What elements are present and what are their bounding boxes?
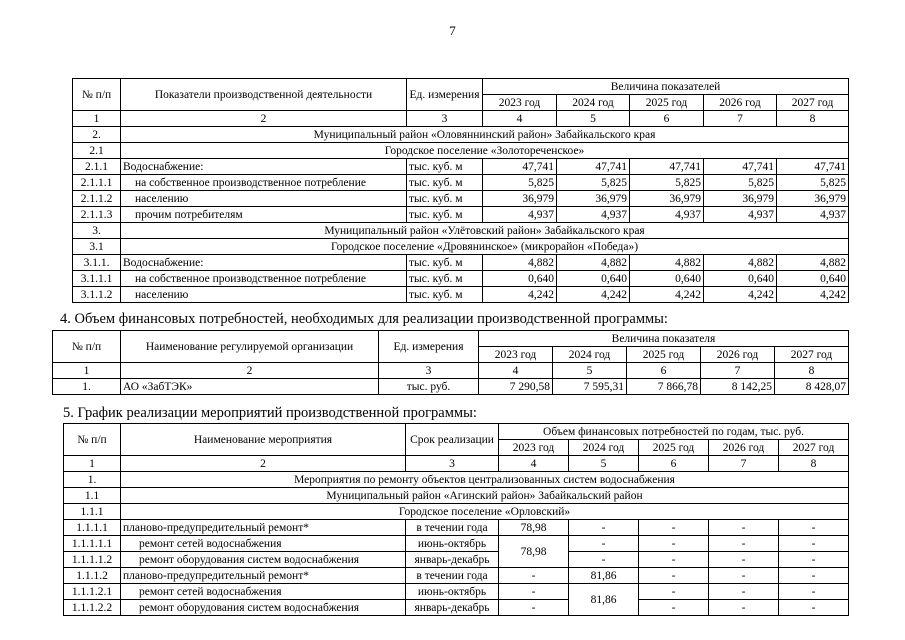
event-name: ремонт сетей водоснабжения xyxy=(121,536,406,552)
table-row xyxy=(64,600,849,616)
row-unit: тыс. куб. м xyxy=(407,287,483,303)
row-num: 2.1.1 xyxy=(73,159,121,175)
row-num: 3.1.1.2 xyxy=(73,287,121,303)
row-unit: тыс. куб. м xyxy=(407,207,483,223)
value-cell: 36,979 xyxy=(483,191,557,207)
event-term: в течении года xyxy=(406,568,499,584)
header-year: 2023 год xyxy=(479,347,553,363)
column-number: 6 xyxy=(630,111,704,127)
value-cell: 4,242 xyxy=(557,287,630,303)
value-cell: - xyxy=(499,600,569,616)
value-cell: - xyxy=(709,552,779,568)
value-cell: - xyxy=(779,552,849,568)
value-cell-merged: 78,98 xyxy=(499,536,569,568)
row-unit: тыс. куб. м xyxy=(407,159,483,175)
column-number: 5 xyxy=(553,363,627,379)
table-row xyxy=(53,379,849,395)
value-cell-merged: 81,86 xyxy=(569,584,639,616)
production-indicators-table xyxy=(72,78,849,303)
value-cell: 47,741 xyxy=(483,159,557,175)
value-cell: 47,741 xyxy=(777,159,849,175)
value-cell: - xyxy=(569,536,639,552)
row-num: 1.1.1.2.2 xyxy=(64,600,121,616)
column-number: 4 xyxy=(483,111,557,127)
column-number: 3 xyxy=(379,363,479,379)
row-num: 1.1.1.2.1 xyxy=(64,584,121,600)
value-cell: - xyxy=(569,552,639,568)
table-row xyxy=(64,520,849,536)
column-number: 2 xyxy=(121,363,379,379)
row-num: 1.1 xyxy=(64,488,121,504)
column-number: 2 xyxy=(121,111,407,127)
header-year: 2027 год xyxy=(775,347,849,363)
row-unit: тыс. руб. xyxy=(379,379,479,395)
section-row xyxy=(64,488,849,504)
row-num: 3.1 xyxy=(73,239,121,255)
value-cell: 7 595,31 xyxy=(553,379,627,395)
header-event: Наименование мероприятия xyxy=(121,424,406,456)
table-header-row xyxy=(73,79,849,95)
table-row xyxy=(73,159,849,175)
value-cell: 5,825 xyxy=(704,175,777,191)
header-num: № п/п xyxy=(53,331,121,363)
row-unit: тыс. куб. м xyxy=(407,175,483,191)
section-heading: Муниципальный район «Оловяннинский район» Забайкальского края xyxy=(121,127,849,143)
value-cell: - xyxy=(709,584,779,600)
row-unit: тыс. куб. м xyxy=(407,191,483,207)
row-num: 2.1.1.3 xyxy=(73,207,121,223)
value-cell: - xyxy=(639,536,709,552)
table-header-row xyxy=(64,424,849,440)
row-num: 2. xyxy=(73,127,121,143)
column-number: 7 xyxy=(704,111,777,127)
table-row xyxy=(73,175,849,191)
value-cell: 4,882 xyxy=(557,255,630,271)
row-unit: тыс. куб. м xyxy=(407,255,483,271)
value-cell: - xyxy=(779,584,849,600)
page-number: 7 xyxy=(449,23,456,38)
row-num: 1.1.1.2 xyxy=(64,568,121,584)
column-number: 8 xyxy=(777,111,849,127)
header-year: 2027 год xyxy=(779,440,849,456)
row-num: 1. xyxy=(53,379,121,395)
indicator-name: Водоснабжение: xyxy=(121,159,407,175)
table-row xyxy=(73,271,849,287)
table-row xyxy=(64,536,849,552)
event-term: в течении года xyxy=(406,520,499,536)
indicator-name: на собственное производственное потребление xyxy=(121,175,407,191)
section-row xyxy=(73,239,849,255)
header-indicator: Показатели производственной деятельности xyxy=(121,79,407,111)
table-row xyxy=(73,255,849,271)
value-cell: 5,825 xyxy=(630,175,704,191)
table-row xyxy=(64,568,849,584)
row-num: 1.1.1.1 xyxy=(64,520,121,536)
value-cell: 5,825 xyxy=(777,175,849,191)
row-num: 3.1.1. xyxy=(73,255,121,271)
value-cell: 4,882 xyxy=(630,255,704,271)
value-cell: - xyxy=(639,568,709,584)
table-row xyxy=(73,191,849,207)
value-cell: - xyxy=(499,584,569,600)
value-cell: 0,640 xyxy=(557,271,630,287)
column-number: 2 xyxy=(121,456,406,472)
section-row xyxy=(73,143,849,159)
value-cell: 78,98 xyxy=(499,520,569,536)
event-name: ремонт оборудования систем водоснабжения xyxy=(121,552,406,568)
indicator-name: Водоснабжение: xyxy=(121,255,407,271)
section-heading: Мероприятия по ремонту объектов централизованных систем водоснабжения xyxy=(121,472,849,488)
value-cell: - xyxy=(569,520,639,536)
header-values-group: Величина показателей xyxy=(483,79,849,95)
section-row xyxy=(73,127,849,143)
row-num: 3. xyxy=(73,223,121,239)
value-cell: 4,937 xyxy=(557,207,630,223)
event-term: январь-декабрь xyxy=(406,600,499,616)
section-row xyxy=(64,504,849,520)
row-num: 1.1.1.1.1 xyxy=(64,536,121,552)
table-header-row xyxy=(53,331,849,347)
column-number: 7 xyxy=(709,456,779,472)
indicator-name: прочим потребителям xyxy=(121,207,407,223)
value-cell: 4,937 xyxy=(777,207,849,223)
event-name: планово-предупредительный ремонт* xyxy=(121,568,406,584)
event-term: июнь-октябрь xyxy=(406,584,499,600)
table-row xyxy=(64,552,849,568)
value-cell: 8 428,07 xyxy=(775,379,849,395)
section-row xyxy=(64,472,849,488)
column-number: 5 xyxy=(569,456,639,472)
section-4-title: 4. Объем финансовых потребностей, необходимых для реализации производственной программы: xyxy=(60,311,668,327)
value-cell: 0,640 xyxy=(704,271,777,287)
table-row xyxy=(73,207,849,223)
value-cell: 5,825 xyxy=(483,175,557,191)
event-name: ремонт оборудования систем водоснабжения xyxy=(121,600,406,616)
value-cell: - xyxy=(639,600,709,616)
header-year: 2025 год xyxy=(627,347,701,363)
column-number: 7 xyxy=(701,363,775,379)
value-cell: 36,979 xyxy=(557,191,630,207)
column-number: 4 xyxy=(479,363,553,379)
column-number: 6 xyxy=(627,363,701,379)
value-cell: 0,640 xyxy=(483,271,557,287)
value-cell: - xyxy=(779,520,849,536)
table-row xyxy=(64,584,849,600)
value-cell: 7 866,78 xyxy=(627,379,701,395)
column-number: 8 xyxy=(775,363,849,379)
value-cell: - xyxy=(639,520,709,536)
event-name: планово-предупредительный ремонт* xyxy=(121,520,406,536)
header-year: 2027 год xyxy=(777,95,849,111)
table-row xyxy=(73,287,849,303)
value-cell: - xyxy=(709,600,779,616)
column-number: 1 xyxy=(64,456,121,472)
org-name: АО «ЗабТЭК» xyxy=(121,379,379,395)
value-cell: 5,825 xyxy=(557,175,630,191)
value-cell: 4,882 xyxy=(704,255,777,271)
value-cell: 4,882 xyxy=(777,255,849,271)
event-name: ремонт сетей водоснабжения xyxy=(121,584,406,600)
column-number: 3 xyxy=(407,111,483,127)
value-cell: - xyxy=(709,536,779,552)
value-cell: - xyxy=(779,536,849,552)
row-num: 1. xyxy=(64,472,121,488)
row-num: 2.1.1.1 xyxy=(73,175,121,191)
value-cell: 4,242 xyxy=(704,287,777,303)
value-cell: 4,242 xyxy=(483,287,557,303)
events-schedule-table xyxy=(63,423,849,616)
header-values-group: Объем финансовых потребностей по годам, тыс. руб. xyxy=(499,424,849,440)
header-year: 2023 год xyxy=(483,95,557,111)
header-year: 2025 год xyxy=(639,440,709,456)
column-number: 1 xyxy=(73,111,121,127)
value-cell: - xyxy=(499,568,569,584)
header-num: № п/п xyxy=(73,79,121,111)
header-year: 2026 год xyxy=(704,95,777,111)
section-5-title: 5. График реализации мероприятий производственной программы: xyxy=(63,405,477,421)
indicator-name: на собственное производственное потребление xyxy=(121,271,407,287)
column-number: 3 xyxy=(406,456,499,472)
header-unit: Ед. измерения xyxy=(379,331,479,363)
section-heading: Городское поселение «Золотореченское» xyxy=(121,143,849,159)
indicator-name: населению xyxy=(121,287,407,303)
value-cell: 7 290,58 xyxy=(479,379,553,395)
production-indicators-body xyxy=(73,127,849,303)
header-year: 2024 год xyxy=(569,440,639,456)
section-heading: Городское поселение «Орловский» xyxy=(121,504,849,520)
value-cell: - xyxy=(639,584,709,600)
value-cell: - xyxy=(779,568,849,584)
value-cell: 36,979 xyxy=(630,191,704,207)
header-org: Наименование регулируемой организации xyxy=(121,331,379,363)
row-num: 2.1 xyxy=(73,143,121,159)
event-term: июнь-октябрь xyxy=(406,536,499,552)
header-term: Срок реализации xyxy=(406,424,499,456)
header-values-group: Величина показателя xyxy=(479,331,849,347)
financial-needs-table xyxy=(52,330,849,395)
header-num: № п/п xyxy=(64,424,121,456)
value-cell: - xyxy=(709,568,779,584)
value-cell: 0,640 xyxy=(777,271,849,287)
value-cell: 36,979 xyxy=(777,191,849,207)
value-cell: 8 142,25 xyxy=(701,379,775,395)
section-heading: Городское поселение «Дровянинское» (микрорайон «Победа») xyxy=(121,239,849,255)
indicator-name: населению xyxy=(121,191,407,207)
row-num: 1.1.1.1.2 xyxy=(64,552,121,568)
value-cell: 4,937 xyxy=(630,207,704,223)
header-year: 2024 год xyxy=(553,347,627,363)
value-cell: 36,979 xyxy=(704,191,777,207)
value-cell: 4,242 xyxy=(777,287,849,303)
section-heading: Муниципальный район «Улётовский район» Забайкальского края xyxy=(121,223,849,239)
row-num: 2.1.1.2 xyxy=(73,191,121,207)
row-unit: тыс. куб. м xyxy=(407,271,483,287)
value-cell: 4,882 xyxy=(483,255,557,271)
header-year: 2023 год xyxy=(499,440,569,456)
row-num: 1.1.1 xyxy=(64,504,121,520)
value-cell: 4,242 xyxy=(630,287,704,303)
section-row xyxy=(73,223,849,239)
column-numbers-row xyxy=(64,456,849,472)
header-year: 2024 год xyxy=(557,95,630,111)
value-cell: - xyxy=(779,600,849,616)
value-cell: 4,937 xyxy=(704,207,777,223)
value-cell: 47,741 xyxy=(704,159,777,175)
section-heading: Муниципальный район «Агинский район» Забайкальский район xyxy=(121,488,849,504)
value-cell: 47,741 xyxy=(557,159,630,175)
column-number: 6 xyxy=(639,456,709,472)
header-year: 2026 год xyxy=(701,347,775,363)
column-number: 4 xyxy=(499,456,569,472)
value-cell: - xyxy=(639,552,709,568)
column-number: 1 xyxy=(53,363,121,379)
value-cell: 47,741 xyxy=(630,159,704,175)
event-term: январь-декабрь xyxy=(406,552,499,568)
header-year: 2026 год xyxy=(709,440,779,456)
column-numbers-row xyxy=(73,111,849,127)
value-cell: 4,937 xyxy=(483,207,557,223)
header-unit: Ед. измерения xyxy=(407,79,483,111)
column-number: 5 xyxy=(557,111,630,127)
value-cell: - xyxy=(709,520,779,536)
value-cell: 0,640 xyxy=(630,271,704,287)
column-numbers-row xyxy=(53,363,849,379)
value-cell: 81,86 xyxy=(569,568,639,584)
row-num: 3.1.1.1 xyxy=(73,271,121,287)
column-number: 8 xyxy=(779,456,849,472)
header-year: 2025 год xyxy=(630,95,704,111)
